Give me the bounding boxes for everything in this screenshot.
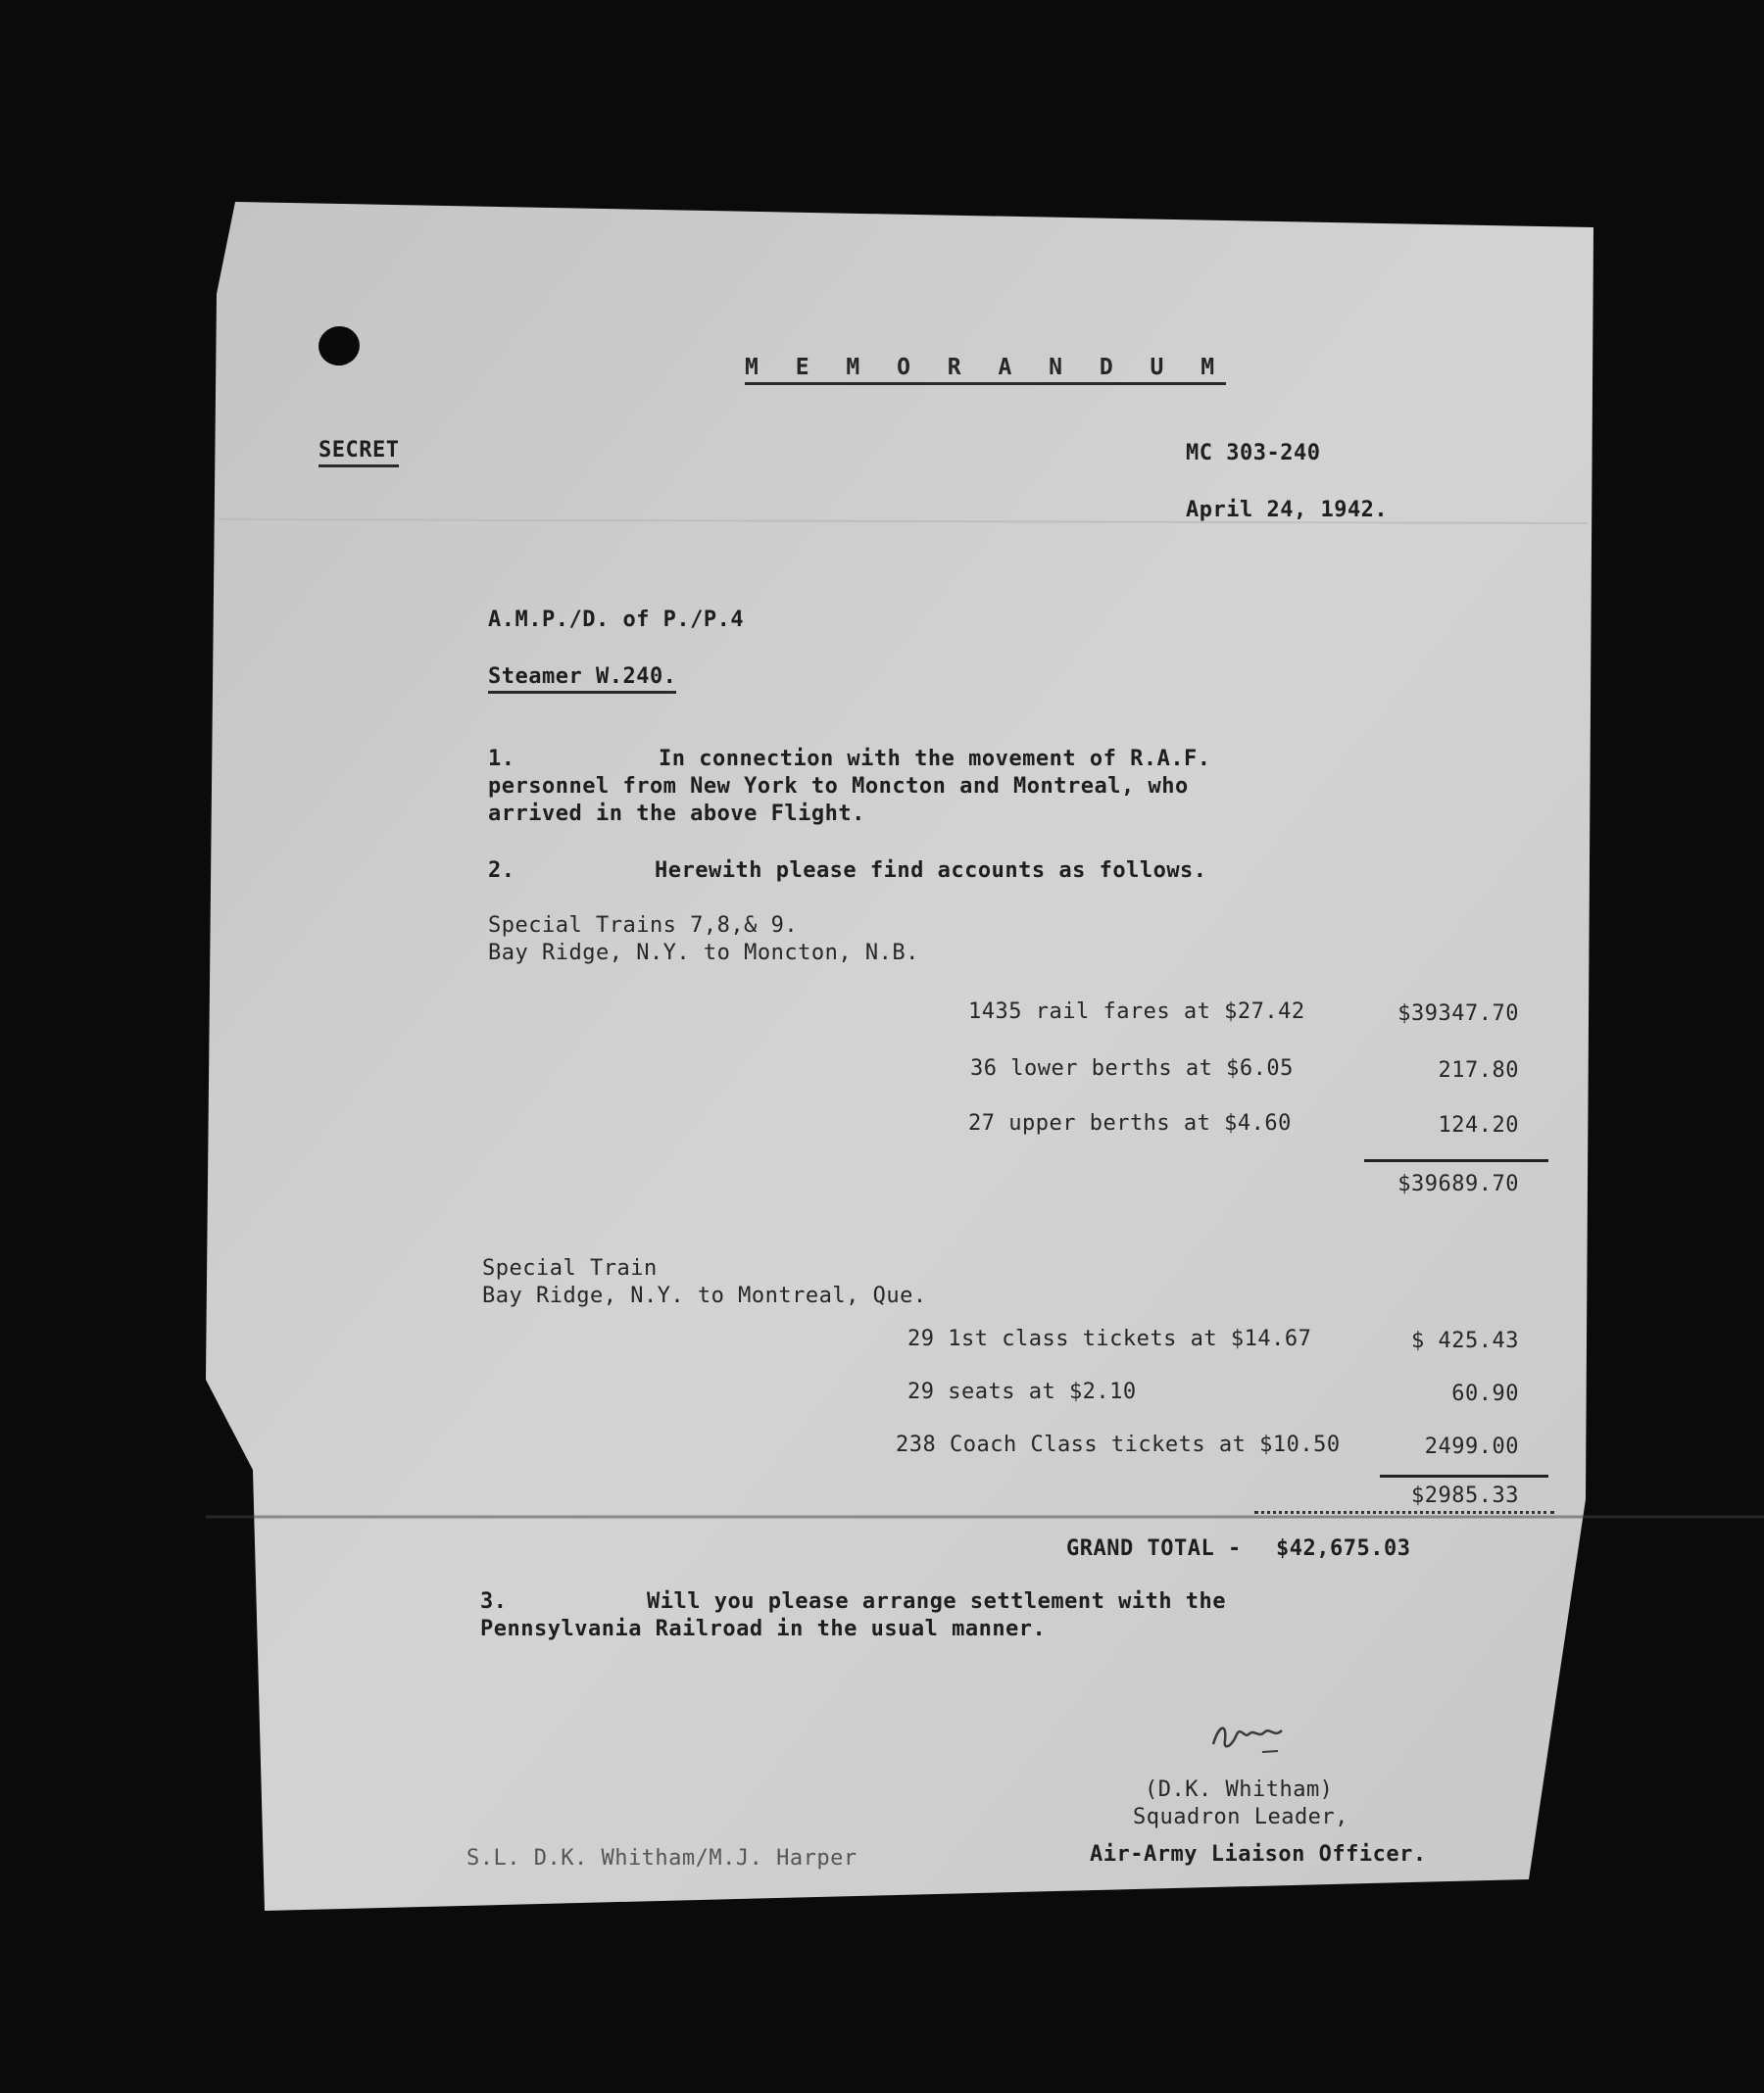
subject-line: Steamer W.240. [488, 664, 676, 694]
paragraph-1-line-3: arrived in the above Flight. [488, 802, 865, 826]
handwritten-initials [1205, 1705, 1323, 1764]
account-2-total-rule [1380, 1475, 1548, 1478]
account-2-line-1-amount: $ 425.43 [1411, 1329, 1519, 1353]
account-2-line-2-amount: 60.90 [1451, 1382, 1519, 1406]
paragraph-3-line-2: Pennsylvania Railroad in the usual manner. [480, 1617, 1047, 1641]
grand-total-amount: $42,675.03 [1276, 1536, 1411, 1561]
account-1-line-3-amount: 124.20 [1438, 1113, 1519, 1138]
account-1-total-rule [1364, 1159, 1548, 1162]
memo-title: M E M O R A N D U M [745, 355, 1226, 385]
reference-initials: S.L. D.K. Whitham/M.J. Harper [466, 1846, 858, 1871]
account-1-line-1-desc: 1435 rail fares at $27.42 [968, 999, 1305, 1024]
paragraph-3-number: 3. [480, 1589, 508, 1614]
account-2-line-3-desc: 238 Coach Class tickets at $10.50 [896, 1433, 1341, 1457]
signatory-rank: Squadron Leader, [1133, 1805, 1348, 1829]
paragraph-1-number: 1. [488, 747, 515, 771]
paragraph-3-line-1: Will you please arrange settlement with the [647, 1589, 1227, 1614]
account-1-line-3-desc: 27 upper berths at $4.60 [968, 1111, 1292, 1136]
paragraph-1-line-2: personnel from New York to Moncton and Montreal, who [488, 774, 1189, 799]
classification-label: SECRET [318, 438, 399, 467]
account-2-line-3-amount: 2499.00 [1424, 1435, 1519, 1459]
paragraph-1-line-1: In connection with the movement of R.A.F. [659, 747, 1211, 771]
reference-number: MC 303-240 [1186, 441, 1321, 465]
account-2-heading-2: Bay Ridge, N.Y. to Montreal, Que. [482, 1284, 927, 1308]
account-2-line-1-desc: 29 1st class tickets at $14.67 [907, 1327, 1312, 1351]
account-2-heading-1: Special Train [482, 1256, 658, 1281]
account-2-line-2-desc: 29 seats at $2.10 [907, 1380, 1137, 1404]
account-1-line-1-amount: $39347.70 [1397, 1001, 1519, 1026]
account-1-subtotal: $39689.70 [1397, 1172, 1519, 1196]
memo-date: April 24, 1942. [1186, 498, 1389, 522]
account-2-subtotal: $2985.33 [1411, 1484, 1519, 1508]
addressee: A.M.P./D. of P./P.4 [488, 608, 745, 632]
grand-total-dotted-rule [1254, 1511, 1554, 1514]
paragraph-2-number: 2. [488, 858, 515, 883]
account-1-heading-1: Special Trains 7,8,& 9. [488, 913, 799, 938]
signatory-name: (D.K. Whitham) [1145, 1777, 1334, 1802]
grand-total-label: GRAND TOTAL - [1066, 1536, 1242, 1561]
account-1-line-2-desc: 36 lower berths at $6.05 [970, 1056, 1294, 1081]
account-1-heading-2: Bay Ridge, N.Y. to Moncton, N.B. [488, 941, 919, 965]
account-1-line-2-amount: 217.80 [1438, 1058, 1519, 1083]
paragraph-2-text: Herewith please find accounts as follows. [655, 858, 1207, 883]
signatory-title: Air-Army Liaison Officer. [1090, 1842, 1427, 1867]
